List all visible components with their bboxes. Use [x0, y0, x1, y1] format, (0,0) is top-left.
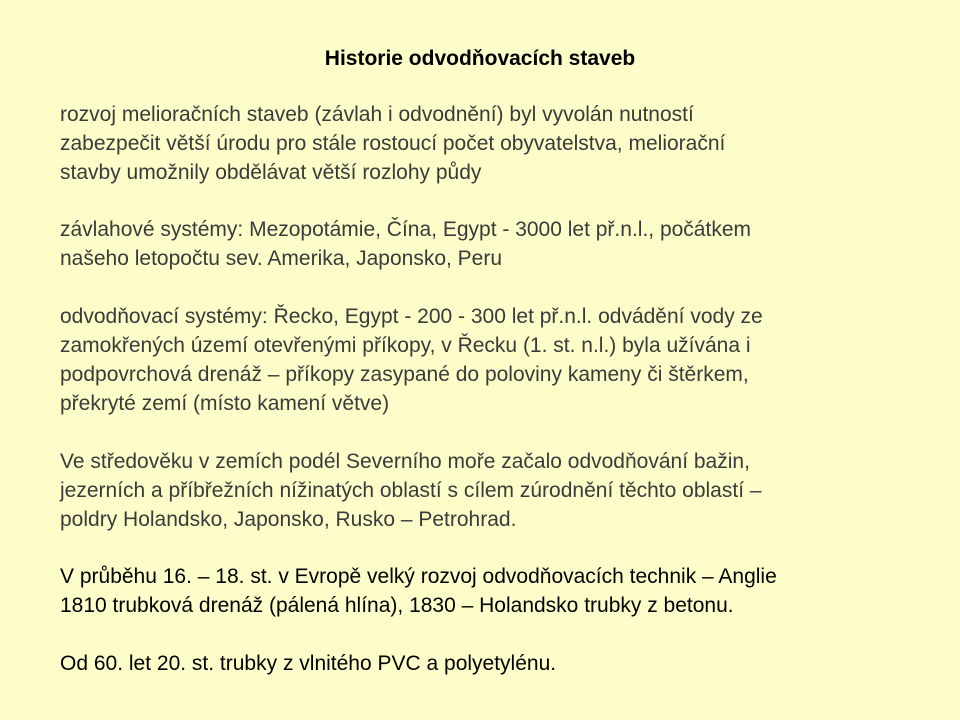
paragraph-3-line-2: zamokřených území otevřenými příkopy, v Řecku (1. st. n.l.) byla užívána i [60, 334, 751, 357]
paragraph-1-line-2: zabezpečit větší úrodu pro stále rostoucí počet obyvatelstva, meliorační [60, 132, 726, 155]
paragraph-3-line-1: odvodňovací systémy: Řecko, Egypt - 200 - 300 let př.n.l. odvádění vody ze [60, 305, 763, 328]
paragraph-1-line-3: stavby umožnily obdělávat větší rozlohy půdy [60, 161, 482, 184]
paragraph-4-line-1: Ve středověku v zemích podél Severního moře začalo odvodňování bažin, [60, 450, 750, 473]
paragraph-6-line-1: Od 60. let 20. st. trubky z vlnitého PVC a polyetylénu. [60, 652, 557, 675]
paragraph-3-line-4: překryté zemí (místo kamení větve) [60, 392, 390, 415]
paragraph-5-line-1: V průběhu 16. – 18. st. v Evropě velký rozvoj odvodňovacích technik – Anglie [60, 565, 777, 588]
slide-title: Historie odvodňovacích staveb [324, 47, 636, 70]
paragraph-4-line-3: poldry Holandsko, Japonsko, Rusko – Petrohrad. [60, 508, 517, 531]
paragraph-2-line-1: závlahové systémy: Mezopotámie, Čína, Egypt - 3000 let př.n.l., počátkem [60, 218, 751, 241]
paragraph-1-line-1: rozvoj melioračních staveb (závlah i odvodnění) byl vyvolán nutností [60, 103, 694, 126]
paragraph-2-line-2: našeho letopočtu sev. Amerika, Japonsko, Peru [60, 247, 503, 270]
paragraph-5-line-2: 1810 trubková drenáž (pálená hlína), 1830 – Holandsko trubky z betonu. [60, 594, 734, 617]
paragraph-4-line-2: jezerních a příbřežních nížinatých oblastí s cílem zúrodnění těchto oblastí – [60, 479, 762, 502]
paragraph-3-line-3: podpovrchová drenáž – příkopy zasypané do poloviny kameny či štěrkem, [60, 363, 749, 386]
